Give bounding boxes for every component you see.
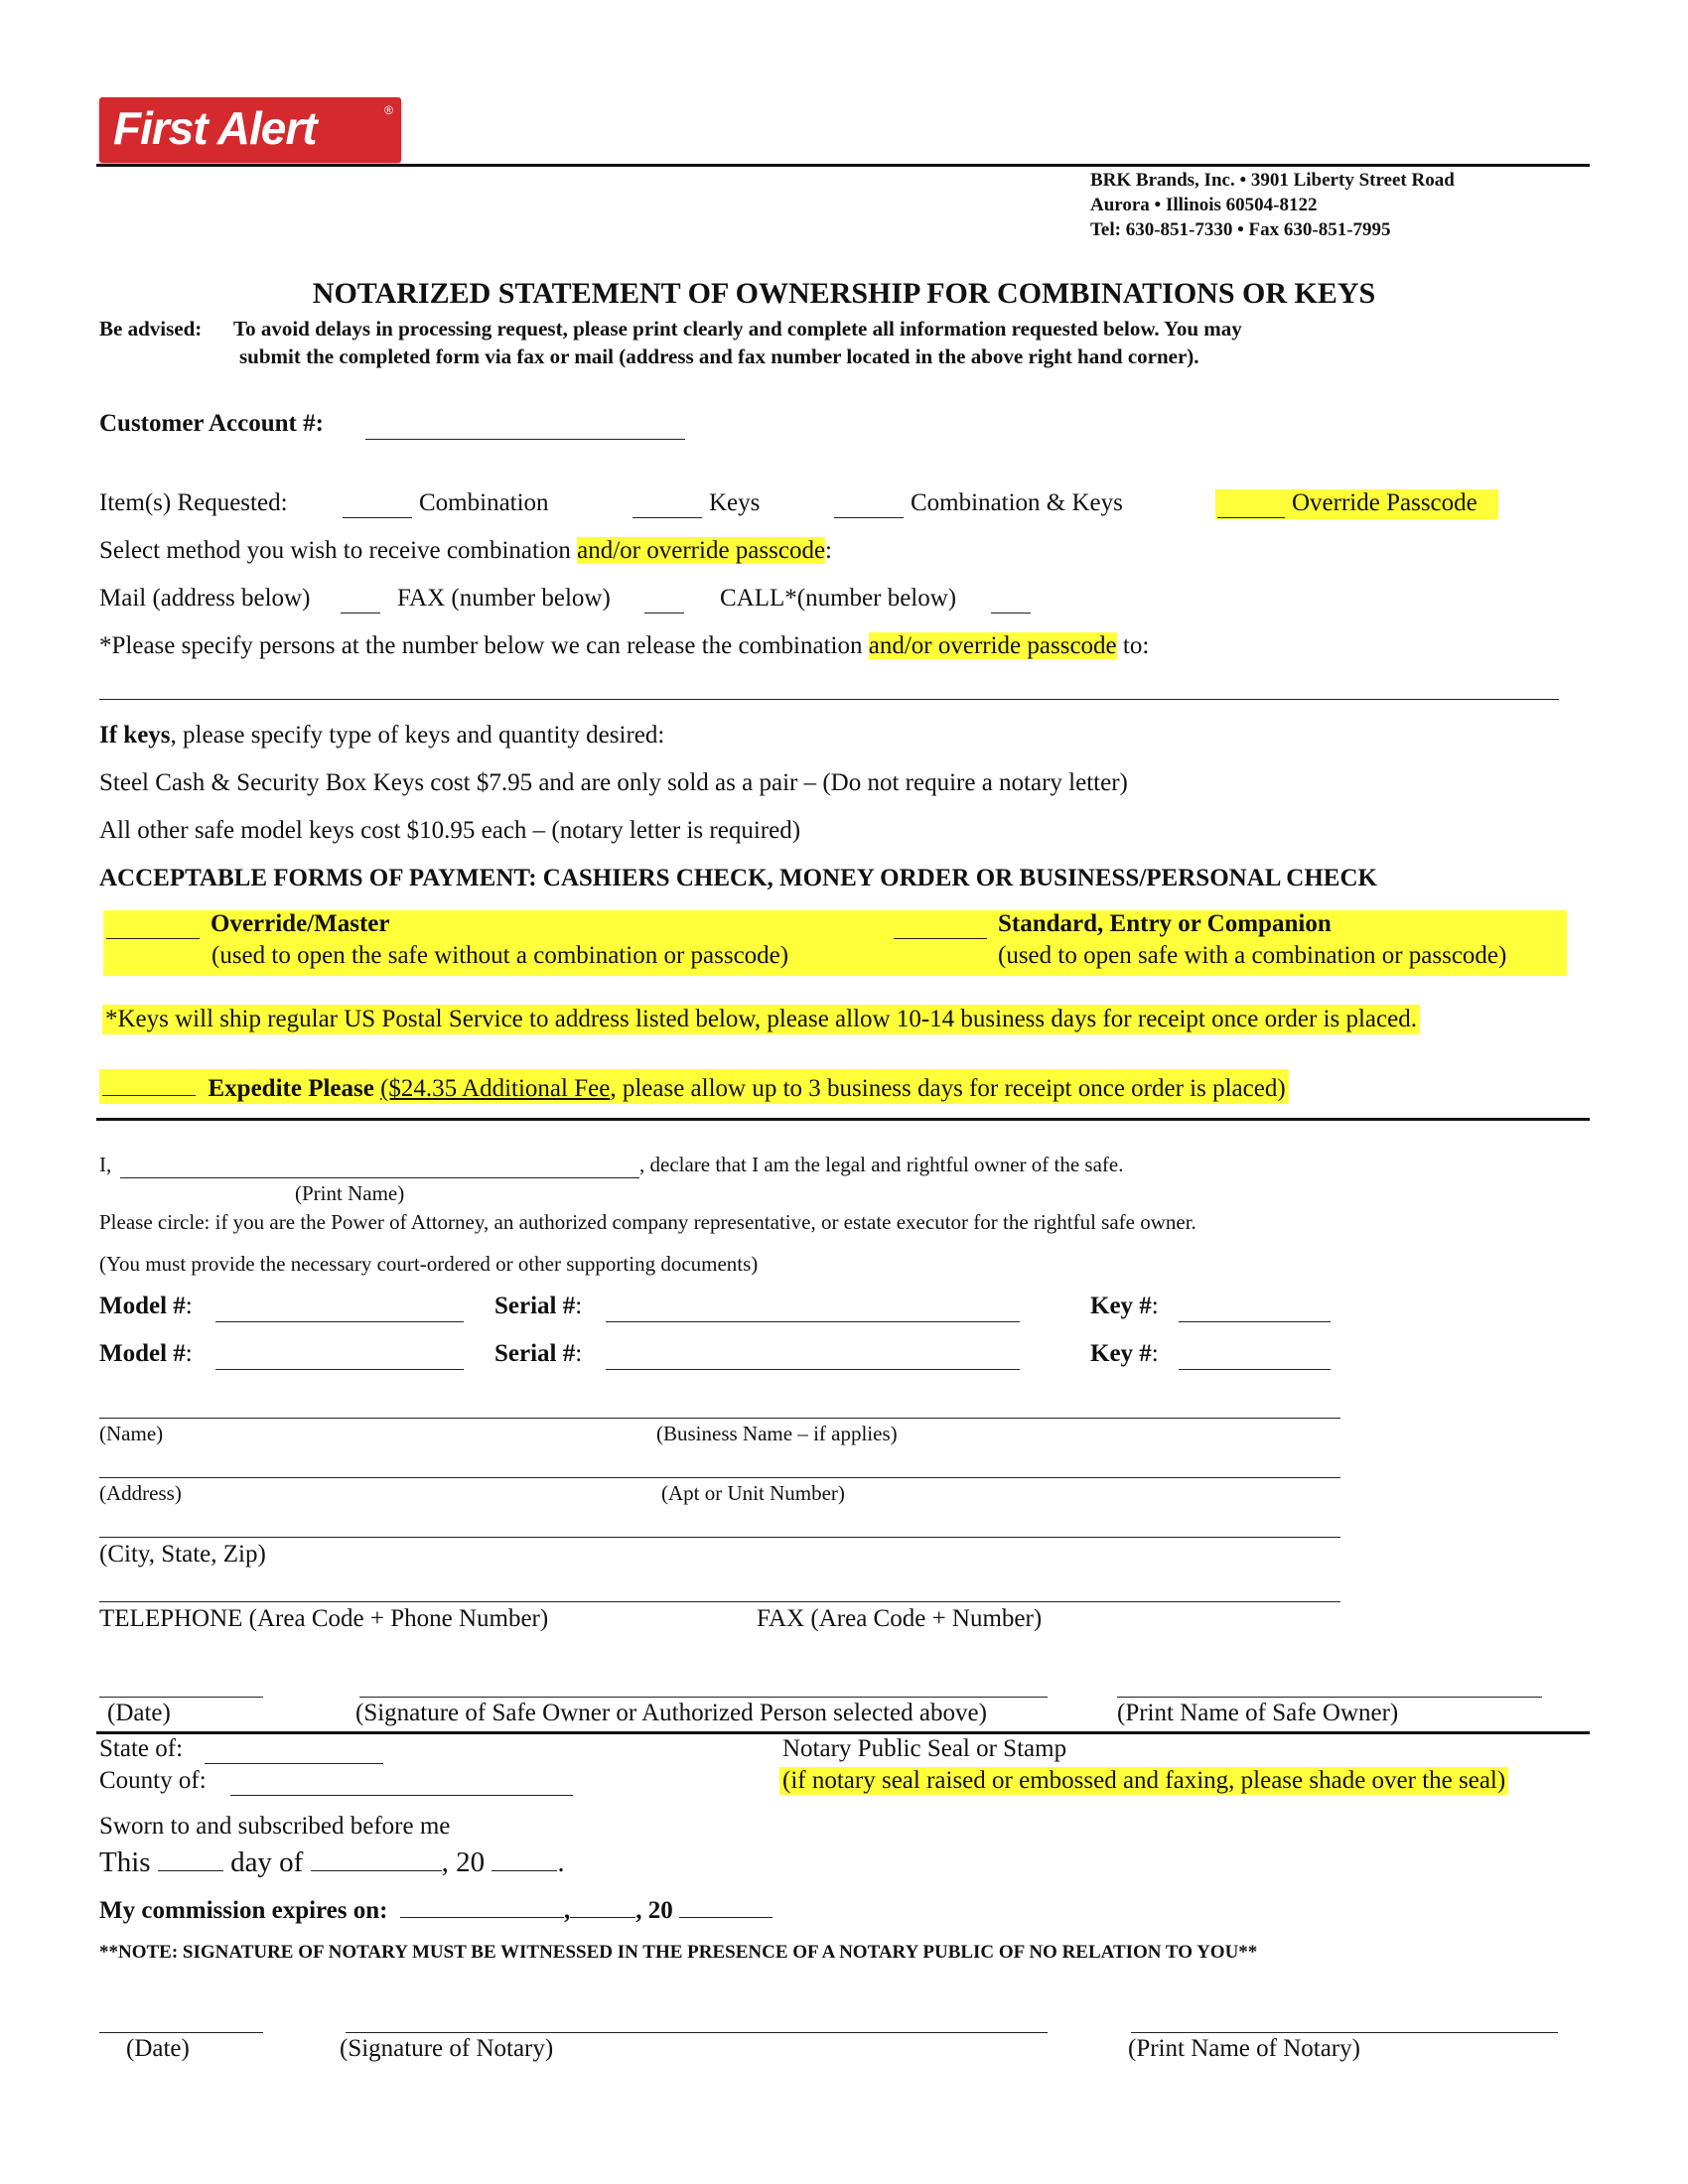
method-highlight: and/or override passcode [577,537,826,564]
owner-print-name-caption: (Print Name of Safe Owner) [1117,1700,1399,1726]
day-field[interactable] [158,1842,223,1871]
expedite-checkbox-line[interactable] [102,1070,196,1096]
payment-forms: ACCEPTABLE FORMS OF PAYMENT: CASHIERS CHECK, MONEY ORDER OR BUSINESS/PERSONAL CHECK [99,865,1377,891]
section-rule [96,1118,1590,1121]
phone-fax-field[interactable] [99,1601,1340,1602]
steel-keys-info: Steel Cash & Security Box Keys cost $7.95 and are only sold as a pair – (Do not require a notary letter) [99,769,1128,796]
delivery-mail-option: Mail (address below) [99,585,311,612]
first-alert-logo [99,97,401,163]
release-instruction: *Please specify persons at the number below we can release the combination and/or override passcode to: [99,632,1150,659]
notary-seal-note: (if notary seal raised or embossed and faxing, please shade over the seal) [779,1767,1508,1795]
city-caption: (City, State, Zip) [99,1541,266,1568]
telephone-caption: TELEPHONE (Area Code + Phone Number) [99,1605,549,1632]
delivery-fax-option: FAX (number below) [397,585,611,612]
documents-note: (You must provide the necessary court-ordered or other supporting documents) [99,1252,759,1276]
print-name-caption: (Print Name) [295,1181,405,1205]
county-field[interactable] [230,1795,573,1796]
model-label-1: Model #: [99,1293,193,1319]
notary-print-name-caption: (Print Name of Notary) [1128,2035,1360,2062]
mail-checkbox-line[interactable] [341,613,380,614]
registered-mark: ® [384,103,393,117]
owner-date-field[interactable] [99,1697,263,1698]
advisory-line2: submit the completed form via fax or mail (address and fax number located in the above right hand corner). [239,344,1199,368]
year-field[interactable] [492,1842,557,1871]
standard-key-desc: (used to open safe with a combination or passcode) [998,942,1507,969]
notary-warning-note: **NOTE: SIGNATURE OF NOTARY MUST BE WITNESSED IN THE PRESENCE OF A NOTARY PUBLIC OF NO RELATION TO YOU** [99,1942,1258,1963]
notary-date-caption: (Date) [126,2035,190,2062]
address-field[interactable] [99,1477,1340,1478]
model-field-2[interactable] [215,1369,464,1370]
combination-option: Combination [419,489,549,516]
override-master-title: Override/Master [211,910,390,937]
name-caption: (Name) [99,1422,164,1445]
owner-print-name-field[interactable] [1117,1697,1542,1698]
page-title: NOTARIZED STATEMENT OF OWNERSHIP FOR COMBINATIONS OR KEYS [312,277,1376,310]
city-state-zip-field[interactable] [99,1537,1340,1538]
commission-day-field[interactable] [570,1892,635,1918]
owner-signature-caption: (Signature of Safe Owner or Authorized Person selected above) [355,1700,987,1726]
sworn-text: Sworn to and subscribed before me [99,1813,451,1840]
serial-label-2: Serial #: [494,1340,583,1367]
state-field[interactable] [205,1763,383,1764]
header-rule [96,164,1590,167]
declaration-text: , declare that I am the legal and rightful owner of the safe. [639,1153,1124,1176]
keys-option: Keys [709,489,761,516]
owner-date-caption: (Date) [107,1700,171,1726]
company-contact-line: Tel: 630-851-7330 • Fax 630-851-7995 [1090,219,1391,240]
method-instruction: Select method you wish to receive combination and/or override passcode: [99,537,832,564]
state-label: State of: [99,1735,184,1762]
commission-line: My commission expires on: , , 20 [99,1892,773,1925]
notary-date-field[interactable] [99,2032,263,2033]
commission-month-field[interactable] [400,1892,564,1918]
company-address-line2: Aurora • Illinois 60504-8122 [1090,195,1318,215]
standard-key-quantity-line[interactable] [894,938,987,939]
delivery-call-option: CALL*(number below) [720,585,957,612]
keys-intro: If keys, please specify type of keys and quantity desired: [99,722,665,749]
serial-label-1: Serial #: [494,1293,583,1319]
company-address-line1: BRK Brands, Inc. • 3901 Liberty Street Road [1090,170,1455,191]
county-label: County of: [99,1767,207,1794]
serial-field-1[interactable] [606,1321,1020,1322]
owner-signature-field[interactable] [359,1697,1048,1698]
notary-signature-field[interactable] [346,2032,1048,2033]
name-business-field[interactable] [99,1418,1340,1419]
commission-year-field[interactable] [679,1892,773,1918]
shipping-note: *Keys will ship regular US Postal Service to address listed below, please allow 10-14 business days for receipt once order is placed. [102,1005,1420,1034]
print-name-field[interactable] [120,1177,639,1178]
override-passcode-option: Override Passcode [1292,489,1477,516]
key-field-1[interactable] [1179,1321,1331,1322]
combination-keys-option: Combination & Keys [911,489,1123,516]
key-label-2: Key #: [1090,1340,1159,1367]
serial-field-2[interactable] [606,1369,1020,1370]
expedite-fee: ($24.35 Additional Fee [380,1075,611,1102]
standard-key-title: Standard, Entry or Companion [998,910,1332,937]
override-master-quantity-line[interactable] [106,938,200,939]
keys-checkbox-line[interactable] [633,517,702,518]
release-persons-field[interactable] [99,699,1559,700]
key-label-1: Key #: [1090,1293,1159,1319]
override-master-desc: (used to open the safe without a combination or passcode) [211,942,789,969]
circle-instruction: Please circle: if you are the Power of Attorney, an authorized company representative, or estate executor for the rightful safe owner. [99,1210,1196,1234]
override-passcode-checkbox-line[interactable] [1217,517,1285,518]
customer-account-label: Customer Account #: [99,410,324,437]
release-highlight: and/or override passcode [868,632,1117,659]
items-requested-label: Item(s) Requested: [99,489,288,516]
declaration-prefix: I, [99,1153,112,1176]
day-line: This day of , 20 . [99,1842,565,1879]
call-checkbox-line[interactable] [991,613,1031,614]
notary-print-name-field[interactable] [1131,2032,1558,2033]
model-label-2: Model #: [99,1340,193,1367]
apt-caption: (Apt or Unit Number) [661,1481,845,1505]
notary-section-rule [96,1731,1590,1734]
business-caption: (Business Name – if applies) [656,1422,898,1445]
advisory-label: Be advised: [99,317,203,341]
notary-seal-title: Notary Public Seal or Stamp [782,1735,1067,1762]
combination-keys-checkbox-line[interactable] [834,517,904,518]
logo-text: First Alert [113,102,317,154]
fax-checkbox-line[interactable] [644,613,684,614]
key-field-2[interactable] [1179,1369,1331,1370]
fax-caption: FAX (Area Code + Number) [757,1605,1043,1632]
advisory-line1: To avoid delays in processing request, please print clearly and complete all information requested below. You may [233,317,1242,341]
other-keys-info: All other safe model keys cost $10.95 each – (notary letter is required) [99,817,801,844]
customer-account-field[interactable] [365,439,685,440]
expedite-row: Expedite Please ($24.35 Additional Fee, please allow up to 3 business days for receipt once order is placed) [99,1069,1289,1104]
model-field-1[interactable] [215,1321,464,1322]
month-field[interactable] [311,1842,442,1871]
address-caption: (Address) [99,1481,182,1505]
combination-checkbox-line[interactable] [343,517,412,518]
notary-signature-caption: (Signature of Notary) [340,2035,554,2062]
